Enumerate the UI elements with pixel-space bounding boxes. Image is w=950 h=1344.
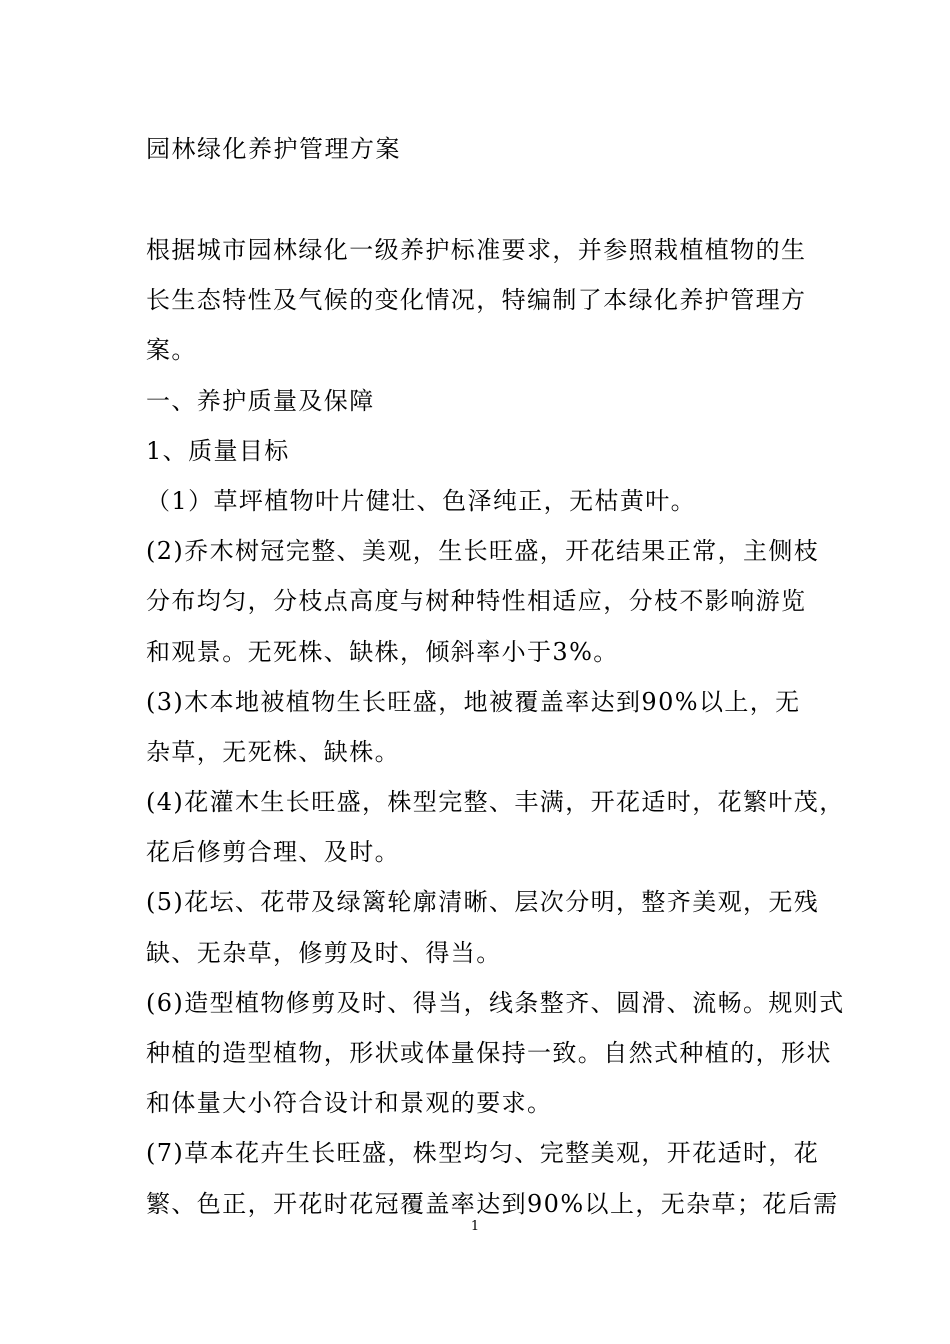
body-line: 缺、无杂草，修剪及时、得当。 bbox=[146, 938, 502, 967]
body-line: (5)花坛、花带及绿篱轮廓清晰、层次分明，整齐美观，无残 bbox=[146, 888, 820, 917]
body-line: 分布均匀，分枝点高度与树种特性相适应，分枝不影响游览 bbox=[146, 587, 807, 616]
body-line: （1）草坪植物叶片健壮、色泽纯正，无枯黄叶。 bbox=[146, 486, 697, 515]
body-line: (4)花灌木生长旺盛，株型完整、丰满，开花适时，花繁叶茂， bbox=[146, 788, 845, 817]
body-line: 根据城市园林绿化一级养护标准要求，并参照栽植植物的生 bbox=[146, 236, 807, 264]
body-line: 杂草，无死株、缺株。 bbox=[146, 737, 400, 766]
body-line: (3)木本地被植物生长旺盛，地被覆盖率达到90%以上，无 bbox=[146, 687, 801, 716]
document-title: 园林绿化养护管理方案 bbox=[146, 135, 401, 163]
body-line: (2)乔木树冠完整、美观，生长旺盛，开花结果正常，主侧枝 bbox=[146, 537, 820, 566]
body-line: (7)草本花卉生长旺盛，株型均匀、完整美观，开花适时，花 bbox=[146, 1139, 820, 1168]
body-line: (6)造型植物修剪及时、得当，线条整齐、圆滑、流畅。规则式 bbox=[146, 988, 845, 1017]
body-line: 和体量大小符合设计和景观的要求。 bbox=[146, 1089, 553, 1118]
body-line: 花后修剪合理、及时。 bbox=[146, 838, 400, 867]
section-heading: 一、养护质量及保障 bbox=[146, 386, 375, 415]
body-line: 长生态特性及气候的变化情况，特编制了本绿化养护管理方 bbox=[146, 286, 807, 315]
body-line: 种植的造型植物，形状或体量保持一致。自然式种植的，形状 bbox=[146, 1039, 832, 1067]
body-line: 和观景。无死株、缺株，倾斜率小于3%。 bbox=[146, 637, 619, 666]
page-number: 1 bbox=[470, 1219, 480, 1234]
body-line: 繁、色正，开花时花冠覆盖率达到90%以上，无杂草；花后需 bbox=[146, 1189, 839, 1218]
document-body bbox=[146, 230, 845, 1234]
subsection-heading: 1、质量目标 bbox=[146, 436, 290, 465]
body-line: 案。 bbox=[146, 336, 197, 365]
